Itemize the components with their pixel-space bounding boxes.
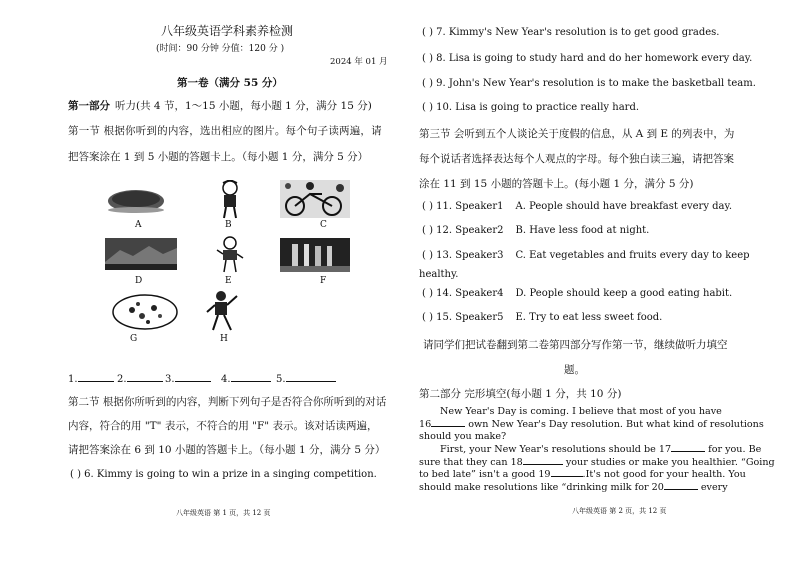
passage-line-7: should make resolutions like “drinking milk for 20 every <box>419 482 728 493</box>
section1-instruction-line2: 把答案涂在 1 到 5 小题的答题卡上。（每小题 1 分，满分 5 分） <box>68 151 369 163</box>
question-14: ( ) 14. Speaker4 D. People should keep a good eating habit. <box>422 288 733 299</box>
page-footer-right: 八年级英语 第 2 页，共 12 页 <box>572 507 667 515</box>
question-7: ( ) 7. Kimmy's New Year's resolution is to get good grades. <box>422 27 720 38</box>
picture-a-bread <box>105 185 167 215</box>
question-13-continued: healthy. <box>419 269 459 280</box>
picture-label-f: F <box>320 276 327 286</box>
part2-heading: 第二部分 完形填空(每小题 1 分，共 10 分) <box>419 388 622 400</box>
notice-line1: 请同学们把试卷翻到第二卷第四部分写作第一节，继续做听力填空 <box>423 339 728 351</box>
picture-g-plate <box>110 292 180 332</box>
picture-h-dancer <box>205 290 241 332</box>
part1-desc: 听力(共 4 节，1～15 小题，每小题 1 分，满分 15 分) <box>115 100 372 112</box>
exam-page-right <box>397 0 794 561</box>
exam-subtitle: (时间：90 分钟 分值：120 分 ) <box>156 44 285 54</box>
section3-instruction-line3: 涂在 11 到 15 小题的答题卡上。(每小题 1 分，满分 5 分) <box>419 178 694 190</box>
answer-blank-2[interactable]: 2. <box>117 374 163 385</box>
answer-blank-1[interactable]: 1. <box>68 374 114 385</box>
question-12: ( ) 12. Speaker2 B. Have less food at night. <box>422 225 650 236</box>
cloze-blank-16[interactable] <box>431 426 465 427</box>
answer-blank-3[interactable]: 3. <box>165 374 211 385</box>
passage-line-5: sure that they can 18 your studies or make you healthier. “Going <box>419 457 775 468</box>
question-10: ( ) 10. Lisa is going to practice really hard. <box>422 102 640 113</box>
section2-instruction-line1: 第二节 根据你所听到的内容，判断下列句子是否符合你所听到的对话 <box>68 396 387 408</box>
page-footer-left: 八年级英语 第 1 页，共 12 页 <box>176 509 271 517</box>
cloze-blank-17[interactable] <box>671 451 705 452</box>
question-9: ( ) 9. John's New Year's resolution is to make the basketball team. <box>422 78 756 89</box>
question-15: ( ) 15. Speaker5 E. Try to eat less sweet food. <box>422 312 663 323</box>
picture-e-person <box>215 236 245 274</box>
picture-label-h: H <box>220 334 228 344</box>
section2-instruction-line3: 请把答案涂在 6 到 10 小题的答题卡上。（每小题 1 分，满分 5 分） <box>68 444 386 456</box>
picture-d-mountains <box>105 238 177 270</box>
answer-blank-4[interactable]: 4. <box>221 374 271 385</box>
picture-label-a: A <box>135 220 142 230</box>
section3-instruction-line2: 每个说话者选择表达每个人观点的字母。每个独白读三遍，请把答案 <box>419 153 734 165</box>
passage-line-2: 16 own New Year's Day resolution. But what kind of resolutions <box>419 419 764 430</box>
part1-label: 第一部分 <box>68 100 110 112</box>
picture-label-b: B <box>225 220 232 230</box>
section1-instruction-line1: 第一节 根据你听到的内容，选出相应的图片。每个句子读两遍，请 <box>68 125 382 137</box>
cloze-blank-20[interactable] <box>664 489 698 490</box>
picture-label-d: D <box>135 276 143 286</box>
question-6: ( ) 6. Kimmy is going to win a prize in a singing competition. <box>70 469 377 480</box>
question-8: ( ) 8. Lisa is going to study hard and do her homework every day. <box>422 53 753 64</box>
section2-instruction-line2: 内容，符合的用 "T" 表示，不符合的用 "F" 表示。该对话读两遍， <box>68 420 378 432</box>
section3-instruction-line1: 第三节 会听到五个人谈论关于度假的信息，从 A 到 E 的列表中，为 <box>419 128 735 140</box>
picture-label-g: G <box>130 334 138 344</box>
part1-heading <box>68 98 372 113</box>
question-11: ( ) 11. Speaker1 A. People should have breakfast every day. <box>422 201 733 212</box>
passage-line-1: New Year's Day is coming. I believe that most of you have <box>440 406 722 417</box>
passage-line-4: First, your New Year's resolutions should be 17 for you. Be <box>440 444 762 455</box>
picture-label-e: E <box>225 276 232 286</box>
cloze-blank-18[interactable] <box>523 464 563 465</box>
picture-b-boy <box>215 180 245 220</box>
cloze-blank-19[interactable] <box>551 476 583 477</box>
picture-label-c: C <box>320 220 327 230</box>
passage-line-6: to bed late” isn't a good 19 .It's not good for your health. You <box>419 469 746 480</box>
volume-heading: 第一卷（满分 55 分） <box>177 77 283 89</box>
exam-title: 八年级英语学科素养检测 <box>161 24 294 38</box>
passage-line-3: should you make? <box>419 431 507 442</box>
notice-line2: 题。 <box>564 364 585 376</box>
question-13: ( ) 13. Speaker3 C. Eat vegetables and fruits every day to keep <box>422 250 750 261</box>
picture-f-waterfall <box>280 238 350 272</box>
answer-blank-5[interactable]: 5. <box>276 374 336 385</box>
picture-c-bicycle <box>280 180 350 218</box>
exam-date: 2024 年 01 月 <box>330 57 388 67</box>
